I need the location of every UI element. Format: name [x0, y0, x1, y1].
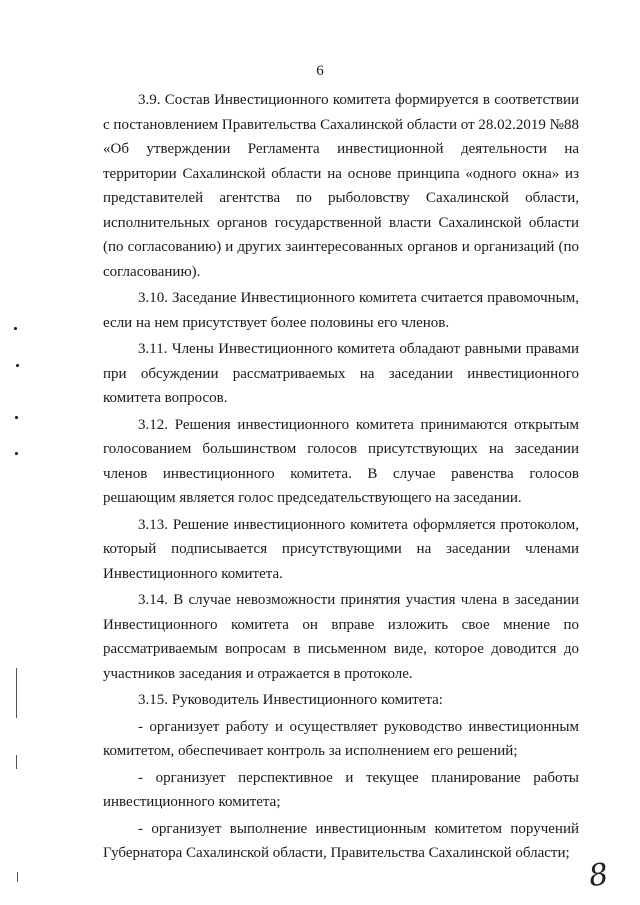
scan-dot	[16, 364, 19, 367]
list-item-execution: - организует выполнение инвестиционным комитетом поручений Губернатора Сахалинской области, Правительства Сахалинской области;	[103, 820, 579, 861]
paragraph-3-12: 3.12. Решения инвестиционного комитета принимаются открытым голосованием большинством голосов присутствующих на заседании членов инвестиционного комитета. В случае равенства голосов решающим является голос председательствующего на заседании.	[103, 416, 579, 506]
scan-line	[16, 755, 17, 769]
paragraph-3-15: 3.15. Руководитель Инвестиционного комитета:	[138, 692, 443, 708]
scan-line	[17, 872, 18, 882]
paragraph-3-9: 3.9. Состав Инвестиционного комитета формируется в соответствии с постановлением Правительства Сахалинской области от 28.02.2019 №88 «Об утверждении Регламента инвестиционной деятельности на территории Сахалинской области на основе принципа «одного окна» из представителей агентства по рыболовству Сахалинской области, исполнительных органов государственной власти Сахалинской области (по согласованию) и других заинтересованных органов и организаций (по согласованию).	[103, 92, 579, 280]
paragraph-3-13: 3.13. Решение инвестиционного комитета оформляется протоколом, который подписывается присутствующими на заседании членами Инвестиционного комитета.	[103, 516, 579, 582]
scan-line	[16, 668, 17, 718]
scan-dot	[15, 416, 18, 419]
paragraph-3-14: 3.14. В случае невозможности принятия участия члена в заседании Инвестиционного комитета он вправе изложить свое мнение по рассматриваемым вопросам в письменном виде, которое доводится до участников заседания и отражается в протоколе.	[103, 592, 579, 682]
paragraph-3-10: 3.10. Заседание Инвестиционного комитета считается правомочным, если на нем присутствует более половины его членов.	[103, 290, 579, 331]
page-number: 6	[316, 63, 324, 79]
scan-dot	[15, 452, 18, 455]
document-body	[103, 88, 579, 866]
paragraph-3-11: 3.11. Члены Инвестиционного комитета обладают равными правами при обсуждении рассматриваемых на заседании инвестиционного комитета вопросов.	[103, 341, 579, 406]
list-item-organize-work: - организует работу и осуществляет руководство инвестиционным комитетом, обеспечивает контроль за исполнением его решений;	[103, 718, 579, 759]
handwritten-page-mark: 8	[586, 856, 611, 895]
scan-dot	[14, 327, 17, 330]
list-item-planning: - организует перспективное и текущее планирование работы инвестиционного комитета;	[103, 769, 579, 810]
